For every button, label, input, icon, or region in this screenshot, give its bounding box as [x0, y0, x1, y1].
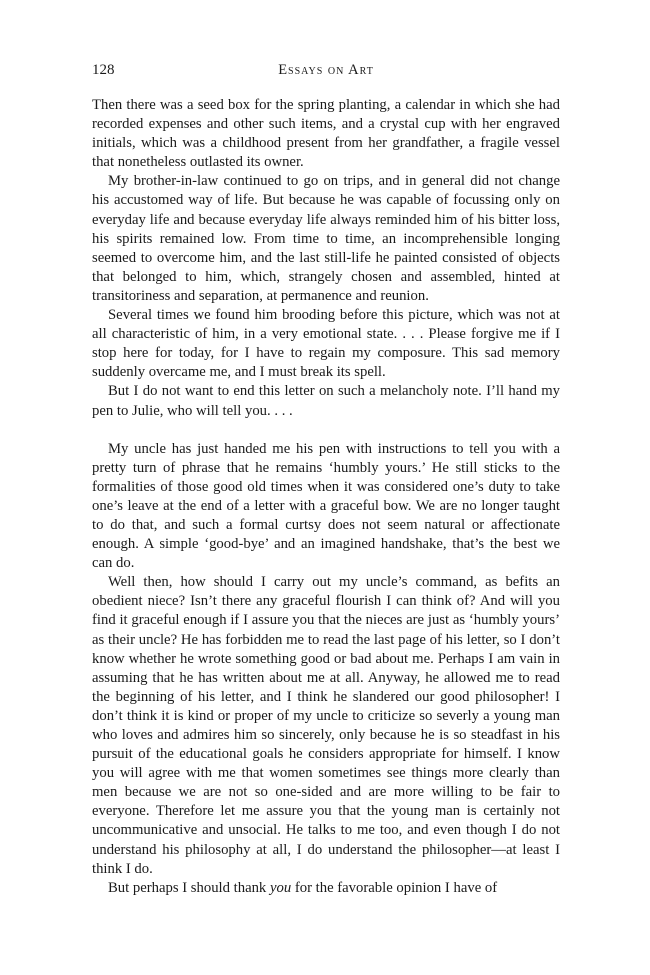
- paragraph: My brother-in-law continued to go on trips, and in general did not change his accustomed way of life. But because he was capable of focussing only on everyday life and because everyday life always reminded him of his bitter loss, his spirits remained low. From time to time, an incomprehensible longing seemed to overcome him, and the last still-life he painted consisted of objects that belonged to him, which, strangely chosen and assembled, hinted at transitoriness and separation, at permanence and reunion.: [92, 173, 560, 304]
- paragraph-text: for the favorable opinion I have of: [291, 879, 498, 896]
- page-number: 128: [92, 62, 115, 78]
- paragraph: [92, 879, 560, 898]
- paragraph-text: But perhaps I should thank: [108, 879, 270, 896]
- paragraph: But I do not want to end this letter on such a melancholy note. I’ll hand my pen to Julie, who will tell you. . . .: [92, 383, 560, 419]
- paragraph: My uncle has just handed me his pen with instructions to tell you with a pretty turn of phrase that he remains ‘humbly yours.’ He still sticks to the formalities of those good old times when it was considered one’s duty to take one’s leave at the end of a letter with a graceful bow. We are no longer taught to do that, and such a formal curtsy does not seem natural or affectionate enough. A simple ‘good-bye’ and an imagined handshake, that’s the best we can do.: [92, 440, 560, 572]
- paragraph: Then there was a seed box for the spring planting, a calendar in which she had recorded expenses and other such items, and a crystal cup with her engraved initials, which was a childhood present from her grandfather, a fragile vessel that nonetheless outlasted its owner.: [92, 97, 560, 171]
- book-page: [92, 62, 560, 898]
- page-header: [92, 62, 560, 86]
- running-title: Essays on Art: [278, 62, 374, 78]
- paragraph: Well then, how should I carry out my uncle’s command, as befits an obedient niece? Isn’t there any graceful flourish I can think of? And will you find it graceful enough if I assure you that the nieces are just as ‘humbly yours’ as their uncle? He has forbidden me to read the last page of his letter, so I don’t know whether he wrote something good or bad about me. Perhaps I am vain in assuming that he has written about me at all. Anyway, he allowed me to read the beginning of his letter, and I think he slandered our good philosopher! I don’t think it is kind or proper of my uncle to criticize so severly a young man who loves and admires him so sincerely, only because he is so steadfast in his pursuit of the educational goals he considers appropriate for himself. I know you will agree with me that women sometimes see things more clearly than men because we are not so one-sided and are more willing to be fair to everyone. Therefore let me assure you that the young man is certainly not uncommunicative and unsocial. He talks to me too, and even though I do not understand his philosophy at all, I do understand the philosopher—at least I think I do.: [92, 574, 560, 877]
- emphasized-word: you: [269, 879, 292, 896]
- paragraph: Several times we found him brooding before this picture, which was not at all characteristic of him, in a very emotional state. . . . Please forgive me if I stop here for today, for I have to regain my composure. This sad memory suddenly overcame me, and I must break its spell.: [92, 307, 560, 381]
- section-break: [92, 421, 560, 440]
- page-body: [92, 96, 560, 898]
